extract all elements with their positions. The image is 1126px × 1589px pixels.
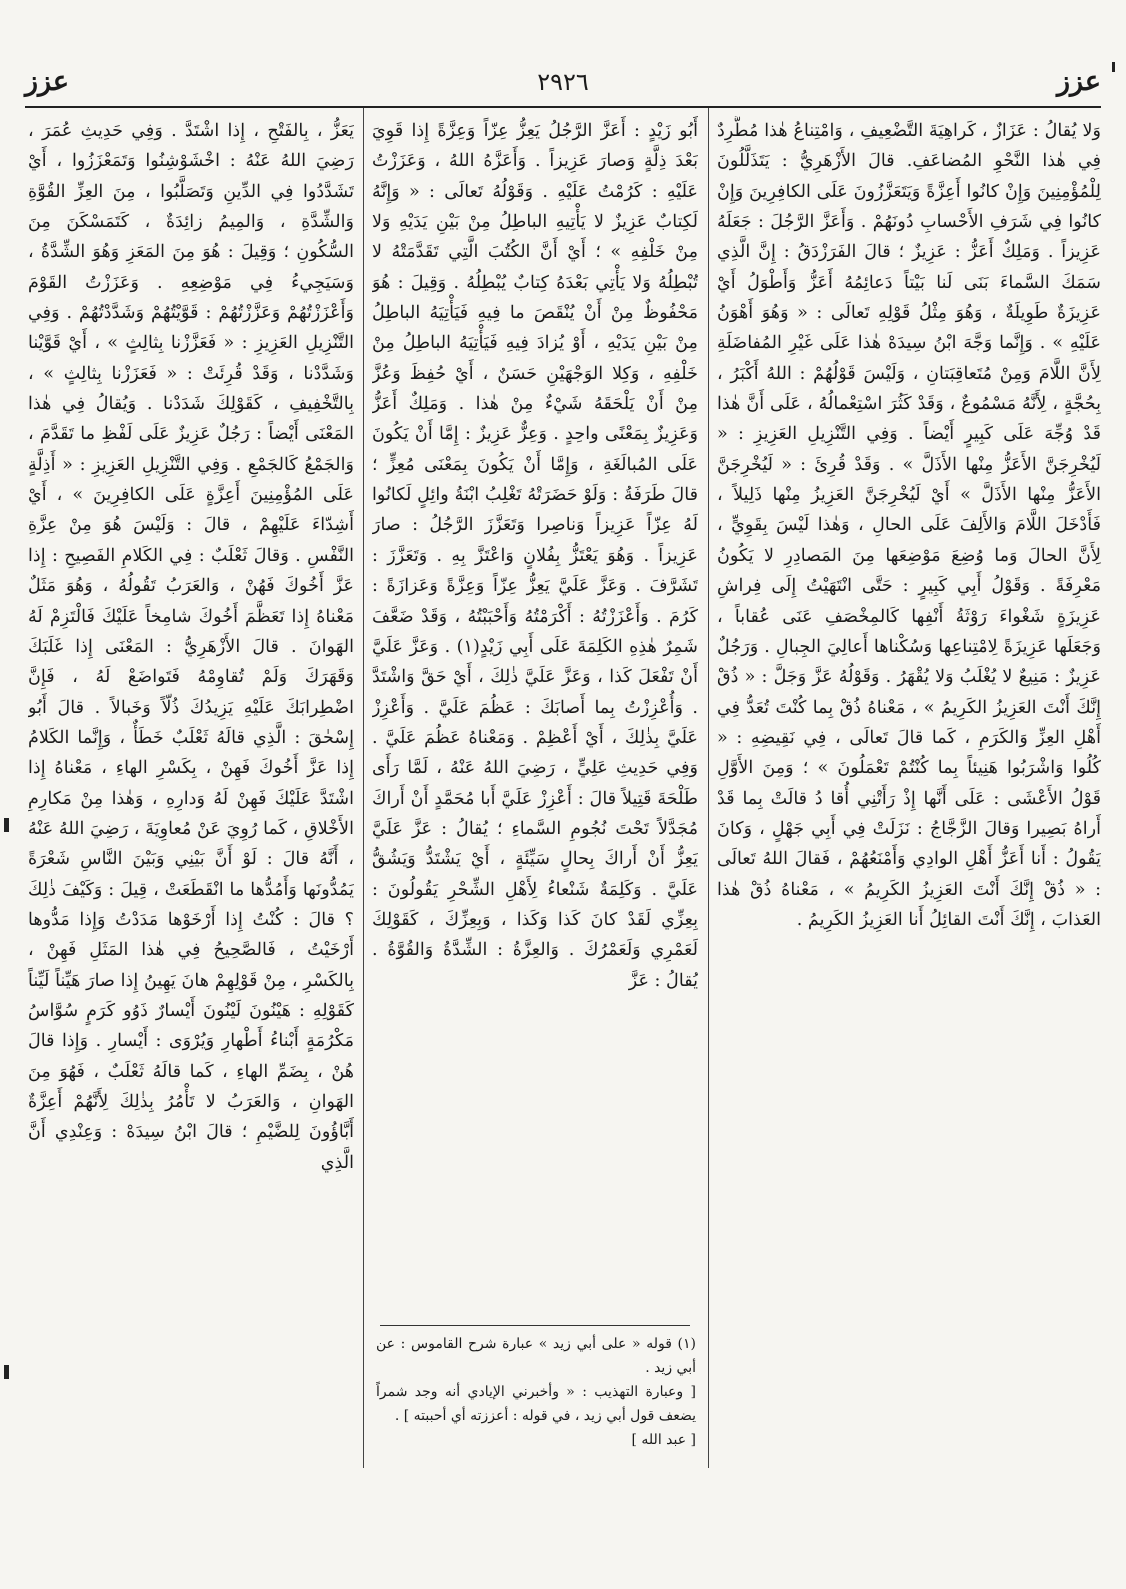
column-divider-left <box>363 108 364 1468</box>
footnote-editor: [ عبد الله ] <box>631 1432 696 1448</box>
binding-mark <box>4 1365 9 1379</box>
column-right-text: وَلا يُقالُ : عَزَازٌ ، كَراهِيَةَ التَّضْعِيفِ ، وَامْتِناعُ هٰذا مُطَّرِدٌ فِي هٰذا النَّحْوِ المُضاعَفِ. قالَ الأَزْهَرِيُّ : يَتَذَلَّلُونَ لِلْمُؤْمِنِينَ وَإِنْ كانُوا أَعِزَّةً وَيَتَعَزَّزُونَ عَلَى الكافِرِينَ وَإِنْ كانُوا فِي شَرَفِ الأَحْسابِ دُونَهُمْ . وَأَعَزَّ الرَّجُلَ : جَعَلَهُ عَزِيزاً . وَمَلِكٌ أَعَزُّ : عَزِيزٌ ؛ قالَ الفَرَزْدَقُ : إِنَّ الَّذِي سَمَكَ السَّماءَ بَنَى لَنا بَيْتاً دَعائِمُهُ أَعَزُّ وَأَطْوَلُ أَيْ عَزِيزَةٌ طَوِيلَةٌ ، وَهُوَ مِثْلُ قَوْلِهِ تَعالَى : « وَهُوَ أَهْوَنُ عَلَيْهِ » . وَإِنَّما وَجَّهَ ابْنُ سِيدَهْ هٰذا عَلَى غَيْرِ المُفاضَلَةِ لِأَنَّ اللَّامَ وَمِنْ مُتَعاقِبَتانِ ، وَلَيْسَ قَوْلُهُمْ : اللهُ أَكْبَرُ ، بِحُجَّةٍ ، لِأَنَّهُ مَسْمُوعٌ ، وَقَدْ كَثُرَ اسْتِعْمالُهُ ، عَلَى أَنَّ هٰذا قَدْ وُجِّهَ عَلَى كَبِيرٍ أَيْضاً . وَفِي التَّنْزِيلِ العَزِيزِ : « لَيُخْرِجَنَّ الأَعَزُّ مِنْها الأَذَلَّ » . وَقَدْ قُرِئَ : « لَيُخْرِجَنَّ الأَعَزُّ مِنْها الأَذَلَّ » أَيْ لَيُخْرِجَنَّ العَزِيزُ مِنْها ذَلِيلاً ، فَأَدْخَلَ اللَّامَ وَالأَلِفَ عَلَى الحالِ ، وَهٰذا لَيْسَ بِقَوِيٍّ ، لِأَنَّ الحالَ وَما وُضِعَ مَوْضِعَها مِنَ المَصادِرِ لا يَكُونُ مَعْرِفَةً . وَقَوْلُ أَبِي كَبِيرٍ : حَتَّى انْتَهَيْتُ إِلَى فِراشِ عَزِيزَةٍ شَغْواءَ رَوْثَةُ أَنْفِها كَالمِخْصَفِ عَنَى عُقاباً ، وَجَعَلَها عَزِيزَةً لِامْتِناعِها وَسُكْناها أَعالِيَ الجِبالِ . وَرَجُلٌ عَزِيزٌ : مَنِيعٌ لا يُغْلَبُ وَلا يُقْهَرُ . وَقَوْلُهُ عَزَّ وَجَلَّ : « ذُقْ إِنَّكَ أَنْتَ العَزِيزُ الكَرِيمُ » ، مَعْناهُ ذُقْ بِما كُنْتَ تُعَدُّ فِي أَهْلِ العِزِّ وَالكَرَمِ ، كَما قالَ تَعالَى ، فِي نَقِيضِهِ : « كُلُوا وَاشْرَبُوا هَنِيئاً بِما كُنْتُمْ تَعْمَلُونَ » ؛ وَمِنَ الأَوَّلِ قَوْلُ الأَعْشَى : عَلَى أَنَّها إِذْ رَأَتْنِي أُقا دُ قالَتْ بِما قَدْ أَراهُ بَصِيرا وَقالَ الزَّجَّاجُ : نَزَلَتْ فِي أَبِي جَهْلٍ ، وَكانَ يَقُولُ : أَنا أَعَزُّ أَهْلِ الوادِي وَأَمْنَعُهُمْ ، فَقالَ اللهُ تَعالَى : « ذُقْ إِنَّكَ أَنْتَ العَزِيزُ الكَرِيمُ » ، مَعْناهُ ذُقْ هٰذا العَذابَ ، إِنَّكَ أَنْتَ القائِلُ أَنا العَزِيزُ الكَرِيمُ . <box>717 121 1101 930</box>
footnote-line-1: (١) قوله « على أبي زيد » عبارة شرح القاموس : عن أبي زيد . <box>376 1336 696 1376</box>
footnote-line-2: [ وعبارة التهذيب : « وأخبرني الإيادي أنه وجد شمراً يضعف قول أبي زيد ، في قوله : أعززته أي أحببته ] . <box>376 1384 696 1424</box>
column-middle-text: أَبُو زَيْدٍ : أَعَزَّ الرَّجُلُ يَعِزُّ عِزّاً وَعِزَّةً إِذا قَوِيَ بَعْدَ ذِلَّةٍ وَصارَ عَزِيزاً . وَأَعَزَّهُ اللهُ ، وَعَزَزْتُ عَلَيْهِ : كَرُمْتُ عَلَيْهِ . وَقَوْلُهُ تَعالَى : « وَإِنَّهُ لَكِتابٌ عَزِيزٌ لا يَأْتِيهِ الباطِلُ مِنْ بَيْنِ يَدَيْهِ وَلا مِنْ خَلْفِهِ » ؛ أَيْ أَنَّ الكُتُبَ الَّتِي تَقَدَّمَتْهُ لا تُبْطِلُهُ وَلا يَأْتِي بَعْدَهُ كِتابٌ يُبْطِلُهُ . وَقِيلَ : هُوَ مَحْفُوظٌ مِنْ أَنْ يُنْقَصَ ما فِيهِ فَيَأْتِيَهُ الباطِلُ مِنْ بَيْنِ يَدَيْهِ ، أَوْ يُزادَ فِيهِ فَيَأْتِيَهُ الباطِلُ مِنْ خَلْفِهِ ، وَكِلا الوَجْهَيْنِ حَسَنٌ ، أَيْ حُفِظَ وَعُزَّ مِنْ أَنْ يَلْحَقَهُ شَيْءٌ مِنْ هٰذا . وَمَلِكٌ أَعَزُّ وَعَزِيزٌ بِمَعْنًى واحِدٍ . وَعِزٌّ عَزِيزٌ : إِمَّا أَنْ يَكُونَ عَلَى المُبالَغَةِ ، وَإِمَّا أَنْ يَكُونَ بِمَعْنَى مُعِزٍّ ؛ قالَ طَرَفَةُ : وَلَوْ حَضَرَتْهُ تَغْلِبُ ابْنَةُ وائِلٍ لَكانُوا لَهُ عِزّاً عَزِيزاً وَناصِرا وَتَعَزَّزَ الرَّجُلُ : صارَ عَزِيزاً . وَهُوَ يَعْتَزُّ بِفُلانٍ وَاعْتَزَّ بِهِ . وَتَعَزَّزَ : تَشَرَّفَ . وَعَزَّ عَلَيَّ يَعِزُّ عِزّاً وَعِزَّةً وَعَزازَةً : كَرُمَ . وَأَعْزَزْتُهُ : أَكْرَمْتُهُ وَأَحْبَبْتُهُ ، وَقَدْ ضَعَّفَ شَمِرٌ هٰذِهِ الكَلِمَةَ عَلَى أَبِي زَيْدٍ(١) . وَعَزَّ عَلَيَّ أَنْ تَفْعَلَ كَذا ، وَعَزَّ عَلَيَّ ذٰلِكَ ، أَيْ حَقَّ وَاشْتَدَّ . وَأُعْزِزْتُ بِما أَصابَكَ : عَظُمَ عَلَيَّ . وَأَعْزِزْ عَلَيَّ بِذٰلِكَ ، أَيْ أَعْظِمْ . وَمَعْناهُ عَظُمَ عَلَيَّ . وَفِي حَدِيثِ عَلِيٍّ ، رَضِيَ اللهُ عَنْهُ ، لَمَّا رَأَى طَلْحَةَ قَتِيلاً قالَ : أَعْزِزْ عَلَيَّ أَبا مُحَمَّدٍ أَنْ أَراكَ مُجَدَّلاً تَحْتَ نُجُومِ السَّماءِ ؛ يُقالُ : عَزَّ عَلَيَّ يَعِزُّ أَنْ أَراكَ بِحالٍ سَيِّئَةٍ ، أَيْ يَشْتَدُّ وَيَشُقُّ عَلَيَّ . وَكَلِمَةٌ شَنْعاءُ لِأَهْلِ الشِّحْرِ يَقُولُونَ : بِعِزِّي لَقَدْ كانَ كَذا وَكَذا ، وَبِعِزِّكَ ، كَقَوْلِكَ لَعَمْرِي وَلَعَمْرُكَ . وَالعِزَّةُ : الشِّدَّةُ وَالقُوَّةُ . يُقالُ : عَزَّ <box>372 121 698 991</box>
header-rule <box>25 106 1101 108</box>
column-divider-right <box>708 108 709 1468</box>
binding-mark <box>4 818 9 832</box>
column-left-text: يَعَزُّ ، بِالفَتْحِ ، إِذا اشْتَدَّ . وَفِي حَدِيثِ عُمَرَ ، رَضِيَ اللهُ عَنْهُ : اخْشَوْشِنُوا وَتَمَعْزَزُوا ، أَيْ تَشَدَّدُوا فِي الدِّينِ وَتَصَلَّبُوا ، مِنَ العِزِّ القُوَّةِ وَالشِّدَّةِ ، وَالمِيمُ زائِدَةٌ ، كَتَمَسْكَنَ مِنَ السُّكُونِ ؛ وَقِيلَ : هُوَ مِنَ المَعَزِ وَهُوَ الشِّدَّةُ ، وَسَيَجِيءُ فِي مَوْضِعِهِ . وَعَزَزْتُ القَوْمَ وَأَعْزَزْتُهُمْ وَعَزَّزْتُهُمْ : قَوَّيْتُهُمْ وَشَدَّدْتُهُمْ . وَفِي التَّنْزِيلِ العَزِيزِ : « فَعَزَّزْنا بِثالِثٍ » ، أَيْ قَوَّيْنا وَشَدَّدْنا ، وَقَدْ قُرِئَتْ : « فَعَزَزْنا بِثالِثٍ » ، بِالتَّخْفِيفِ ، كَقَوْلِكَ شَدَدْنا . وَيُقالُ فِي هٰذا المَعْنَى أَيْضاً : رَجُلٌ عَزِيزٌ عَلَى لَفْظِ ما تَقَدَّمَ ، وَالجَمْعُ كَالجَمْعِ . وَفِي التَّنْزِيلِ العَزِيزِ : « أَذِلَّةٍ عَلَى المُؤْمِنِينَ أَعِزَّةٍ عَلَى الكافِرِينَ » ، أَيْ أَشِدّاءَ عَلَيْهِمْ ، قالَ : وَلَيْسَ هُوَ مِنْ عِزَّةِ النَّفْسِ . وَقالَ ثَعْلَبٌ : فِي الكَلامِ الفَصِيحِ : إِذا عَزَّ أَخُوكَ فَهُنْ ، وَالعَرَبُ تَقُولُهُ ، وَهُوَ مَثَلٌ مَعْناهُ إِذا تَعَظَّمَ أَخُوكَ شامِخاً عَلَيْكَ فَالْتَزِمْ لَهُ الهَوانَ . قالَ الأَزْهَرِيُّ : المَعْنَى إِذا غَلَبَكَ وَقَهَرَكَ وَلَمْ تُقاوِمْهُ فَتَواضَعْ لَهُ ، فَإِنَّ اضْطِرابَكَ عَلَيْهِ يَزِيدُكَ ذُلّاً وَخَبالاً . قالَ أَبُو إِسْحٰقَ : الَّذِي قالَهُ ثَعْلَبٌ خَطَأٌ ، وَإِنَّما الكَلامُ إِذا عَزَّ أَخُوكَ فَهِنْ ، بِكَسْرِ الهاءِ ، مَعْناهُ إِذا اشْتَدَّ عَلَيْكَ فَهِنْ لَهُ وَدارِهِ ، وَهٰذا مِنْ مَكارِمِ الأَخْلاقِ ، كَما رُوِيَ عَنْ مُعاوِيَةَ ، رَضِيَ اللهُ عَنْهُ ، أَنَّهُ قالَ : لَوْ أَنَّ بَيْنِي وَبَيْنَ النَّاسِ شَعْرَةً يَمُدُّونَها وَأَمُدُّها ما انْقَطَعَتْ ، قِيلَ : وَكَيْفَ ذٰلِكَ ؟ قالَ : كُنْتُ إِذا أَرْخَوْها مَدَدْتُ وَإِذا مَدُّوها أَرْخَيْتُ ، فَالصَّحِيحُ فِي هٰذا المَثَلِ فَهِنْ ، بِالكَسْرِ ، مِنْ قَوْلِهِمْ هانَ يَهِينُ إِذا صارَ هَيِّناً لَيِّناً كَقَوْلِهِ : هَيْنُونَ لَيْنُونَ أَيْسارٌ ذَوُو كَرَمٍ سُوَّاسُ مَكْرُمَةٍ أَبْناءُ أَطْهارِ وَيُرْوَى : أَيْسارِ . وَإِذا قالَ هُنْ ، بِضَمِّ الهاءِ ، كَما قالَهُ ثَعْلَبٌ ، فَهُوَ مِنَ الهَوانِ ، وَالعَرَبُ لا تَأْمُرُ بِذٰلِكَ لِأَنَّهُمْ أَعِزَّةٌ أَبَّاؤُونَ لِلضَّيْمِ ؛ قالَ ابْنُ سِيدَهْ : وَعِنْدِي أَنَّ الَّذِي <box>28 121 354 1173</box>
header-root-word-right: عزز <box>1056 66 1101 97</box>
page-header <box>25 66 1101 108</box>
text-column-left <box>28 116 354 1456</box>
text-column-right <box>717 116 1101 1466</box>
text-column-middle <box>372 116 698 1316</box>
page-number: ٢٩٢٦ <box>537 68 589 96</box>
footnote-rule <box>380 1325 690 1326</box>
header-root-word-left: عزز <box>25 66 70 97</box>
footnote <box>376 1332 696 1452</box>
binding-mark <box>1112 62 1115 72</box>
